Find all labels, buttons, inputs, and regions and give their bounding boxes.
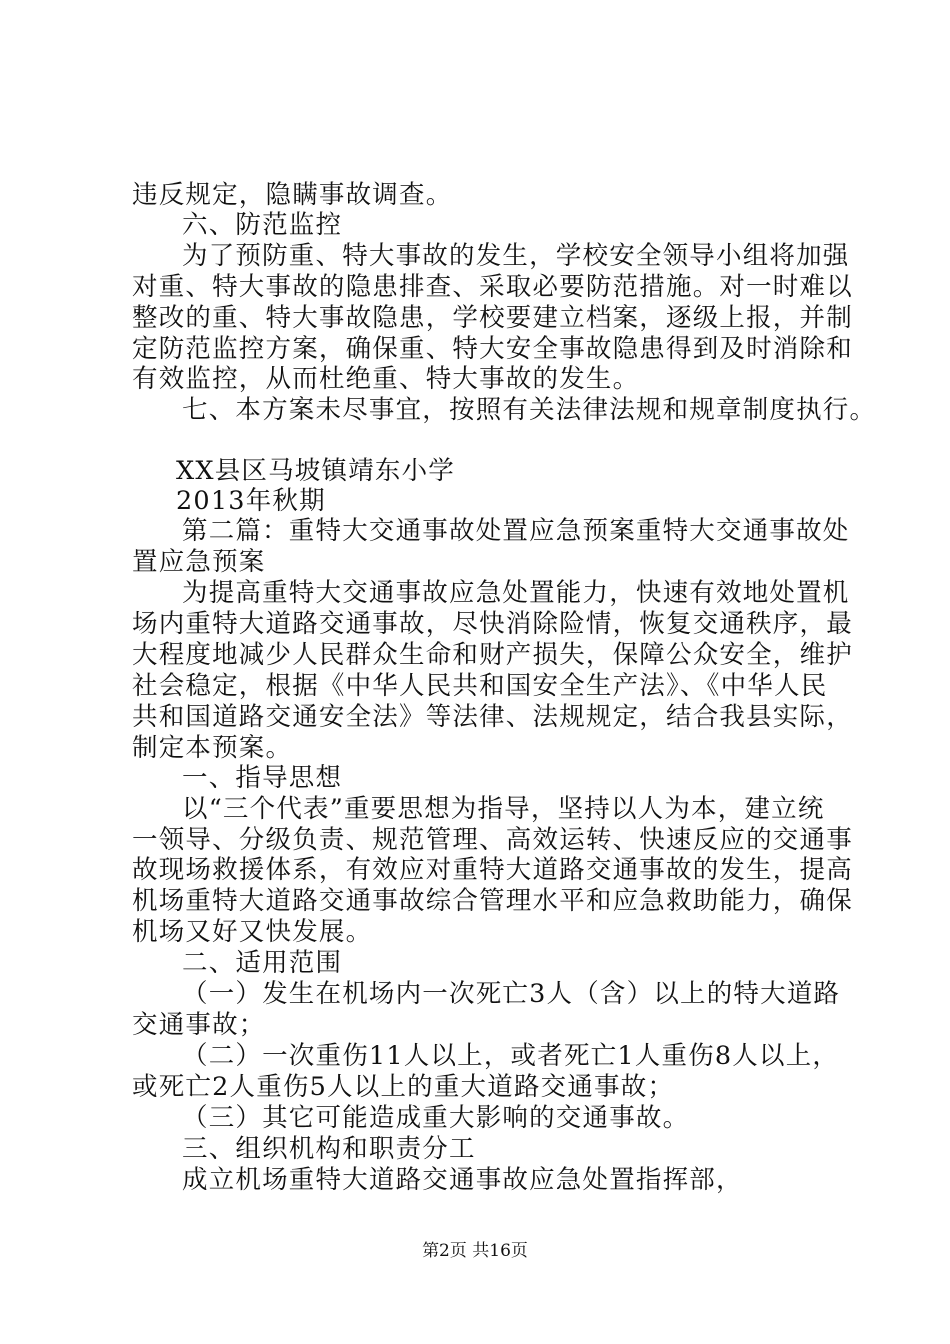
text-line: 以“三个代表”重要思想为指导，坚持以人为本，建立统: [182, 794, 825, 824]
text-line: 有效监控，从而杜绝重、特大事故的发生。: [132, 364, 640, 394]
text-line: 或死亡2人重伤5人以上的重大道路交通事故；: [132, 1072, 675, 1102]
text-line: （二）一次重伤11人以上，或者死亡1人重伤8人以上，: [182, 1041, 840, 1071]
text-line: 社会稳定，根据《中华人民共和国安全生产法》、《中华人民: [132, 671, 828, 701]
part-title: 第二篇：重特大交通事故处置应急预案重特大交通事故处: [182, 516, 850, 546]
text-line: 场内重特大道路交通事故，尽快消除险情，恢复交通秩序，最: [132, 609, 853, 639]
text-line: 一领导、分级负责、规范管理、高效运转、快速反应的交通事: [132, 825, 853, 855]
text-line: 对重、特大事故的隐患排查、采取必要防范措施。对一时难以: [132, 272, 853, 302]
text-line: （一）发生在机场内一次死亡3人（含）以上的特大道路: [182, 979, 841, 1009]
text-line: 制定本预案。: [132, 733, 293, 763]
section-heading: 一、指导思想: [182, 763, 343, 793]
text-line: 机场重特大道路交通事故综合管理水平和应急救助能力，确保: [132, 886, 853, 916]
text-line: 七、本方案未尽事宜，按照有关法律法规和规章制度执行。: [182, 395, 877, 425]
term-date: 2013年秋期: [176, 486, 326, 516]
text-line: 成立机场重特大道路交通事故应急处置指挥部，: [182, 1165, 743, 1195]
text-line: 故现场救援体系，有效应对重特大道路交通事故的发生，提高: [132, 855, 853, 885]
page-footer: 第2页 共16页: [422, 1241, 528, 1261]
section-heading: 三、组织机构和职责分工: [182, 1134, 476, 1164]
text-line: 为了预防重、特大事故的发生，学校安全领导小组将加强: [182, 241, 850, 271]
text-line: 交通事故；: [132, 1010, 266, 1040]
text-line: 整改的重、特大事故隐患，学校要建立档案，逐级上报，并制: [132, 303, 853, 333]
text-line: 违反规定，隐瞒事故调查。: [132, 180, 453, 210]
text-line: 为提高重特大交通事故应急处置能力，快速有效地处置机: [182, 578, 850, 608]
text-line: 大程度地减少人民群众生命和财产损失，保障公众安全，维护: [132, 640, 853, 670]
section-heading: 二、适用范围: [182, 948, 343, 978]
section-heading: 六、防范监控: [182, 210, 343, 240]
text-line: 定防范监控方案，确保重、特大安全事故隐患得到及时消除和: [132, 334, 853, 364]
school-name: XX县区马坡镇靖东小学: [176, 456, 456, 486]
text-line: 共和国道路交通安全法》等法律、法规规定，结合我县实际，: [132, 702, 853, 732]
text-line: 机场又好又快发展。: [132, 917, 373, 947]
part-title: 置应急预案: [132, 547, 266, 577]
text-line: （三）其它可能造成重大影响的交通事故。: [182, 1103, 690, 1133]
